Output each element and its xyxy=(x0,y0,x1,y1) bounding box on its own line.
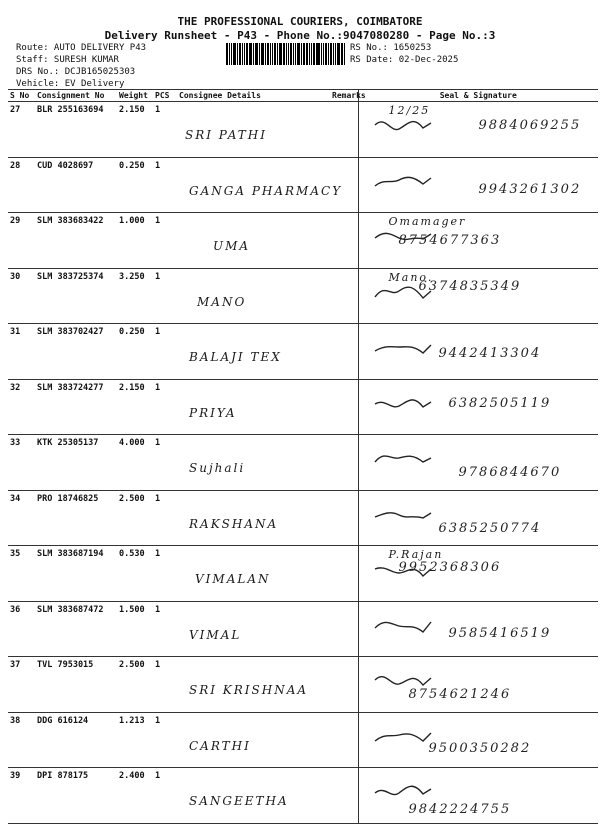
weight-value: 2.500 xyxy=(117,490,153,546)
table-row xyxy=(8,657,598,713)
consignment-number: DPI 878175 xyxy=(35,768,117,824)
row-sno: 37 xyxy=(8,657,35,713)
table-row xyxy=(8,213,598,269)
row-sno: 36 xyxy=(8,601,35,657)
remarks-cell xyxy=(330,657,358,713)
remarks-cell xyxy=(330,102,358,158)
seal-signature-cell xyxy=(358,268,598,324)
table-row xyxy=(8,712,598,768)
col-pcs: PCS xyxy=(153,90,177,102)
table-row xyxy=(8,768,598,824)
pieces-count: 1 xyxy=(153,324,177,380)
recipient-phone: 6374835349 xyxy=(418,278,522,294)
remarks-cell xyxy=(330,601,358,657)
consignment-number: SLM 383683422 xyxy=(35,213,117,269)
weight-value: 0.530 xyxy=(117,546,153,602)
row-sno: 35 xyxy=(8,546,35,602)
consignment-number: DDG 616124 xyxy=(35,712,117,768)
consignee-details xyxy=(177,268,330,324)
table-row xyxy=(8,601,598,657)
recipient-phone: 6382505119 xyxy=(448,395,552,411)
route-info xyxy=(16,42,146,90)
remarks-cell xyxy=(330,490,358,546)
recipient-phone: 9952368306 xyxy=(398,560,502,575)
consignee-name: BALAJI TEX xyxy=(189,350,282,364)
row-sno: 30 xyxy=(8,268,35,324)
seal-signature-cell xyxy=(358,657,598,713)
table-row xyxy=(8,490,598,546)
row-sno: 27 xyxy=(8,102,35,158)
pieces-count: 1 xyxy=(153,157,177,213)
pieces-count: 1 xyxy=(153,102,177,158)
pieces-count: 1 xyxy=(153,490,177,546)
remarks-cell xyxy=(330,712,358,768)
table-row xyxy=(8,546,598,602)
consignment-number: SLM 383687472 xyxy=(35,601,117,657)
signature-scribble xyxy=(373,443,433,473)
seal-signature-cell xyxy=(358,712,598,768)
seal-signature-cell xyxy=(358,435,598,491)
consignment-number: KTK 25305137 xyxy=(35,435,117,491)
consignee-name: PRIYA xyxy=(189,405,237,420)
seal-signature-cell xyxy=(358,157,598,213)
col-remarks: Remarks xyxy=(332,91,366,100)
weight-value: 4.000 xyxy=(117,435,153,491)
weight-value: 0.250 xyxy=(117,157,153,213)
signature-scribble xyxy=(373,332,433,362)
consignee-name: UMA xyxy=(213,239,251,253)
recipient-phone: 8754621246 xyxy=(408,687,512,702)
remarks-cell xyxy=(330,324,358,380)
col-consignment: Consignment No xyxy=(35,90,117,102)
weight-value: 2.500 xyxy=(117,657,153,713)
consignee-details xyxy=(177,768,330,824)
handwritten-mark: Mano. xyxy=(388,270,434,284)
seal-signature-cell xyxy=(358,601,598,657)
pieces-count: 1 xyxy=(153,268,177,324)
consignee-details xyxy=(177,546,330,602)
remarks-cell xyxy=(330,268,358,324)
seal-signature-cell xyxy=(358,768,598,824)
seal-signature-cell xyxy=(358,102,598,158)
runsheet-info xyxy=(350,42,458,66)
recipient-phone: 9884069255 xyxy=(478,118,582,133)
consignment-number: TVL 7953015 xyxy=(35,657,117,713)
runsheet-title: Delivery Runsheet - P43 - Phone No.:9047080280 - Page No.:3 xyxy=(104,29,496,42)
vehicle-line: Vehicle: EV Delivery xyxy=(16,79,125,89)
row-sno: 29 xyxy=(8,213,35,269)
consignment-number: SLM 383725374 xyxy=(35,268,117,324)
signature-scribble xyxy=(373,610,433,640)
rs-number: RS No.: 1650253 xyxy=(350,43,432,53)
recipient-phone: 9585416519 xyxy=(448,625,552,641)
recipient-phone: 8754677363 xyxy=(398,233,502,248)
seal-signature-cell xyxy=(358,490,598,546)
weight-value: 1.000 xyxy=(117,213,153,269)
consignee-name: Sujhali xyxy=(189,461,246,475)
remarks-cell xyxy=(330,379,358,435)
weight-value: 1.500 xyxy=(117,601,153,657)
table-header xyxy=(8,90,598,102)
consignee-details xyxy=(177,435,330,491)
consignment-number: PRO 18746825 xyxy=(35,490,117,546)
route-line: Route: AUTO DELIVERY P43 xyxy=(16,43,147,53)
remarks-cell xyxy=(330,435,358,491)
weight-value: 2.150 xyxy=(117,379,153,435)
rs-date: RS Date: 02-Dec-2025 xyxy=(350,55,459,65)
seal-signature-cell xyxy=(358,324,598,380)
col-seal: Seal & Signature xyxy=(358,90,598,102)
seal-signature-cell xyxy=(358,379,598,435)
pieces-count: 1 xyxy=(153,768,177,824)
signature-scribble xyxy=(373,721,433,751)
delivery-table xyxy=(8,89,598,824)
recipient-phone: 9842224755 xyxy=(408,802,512,817)
row-sno: 31 xyxy=(8,324,35,380)
remarks-cell xyxy=(330,213,358,269)
weight-value: 1.213 xyxy=(117,712,153,768)
table-row xyxy=(8,157,598,213)
weight-value: 3.250 xyxy=(117,268,153,324)
drs-line: DRS No.: DCJB165025303 xyxy=(16,67,136,77)
col-sno: S No xyxy=(8,90,35,102)
row-sno: 28 xyxy=(8,157,35,213)
consignee-details xyxy=(177,102,330,158)
company-name: THE PROFESSIONAL COURIERS, COIMBATORE xyxy=(177,15,423,28)
pieces-count: 1 xyxy=(153,213,177,269)
recipient-phone: 6385250774 xyxy=(438,520,542,536)
consignment-number: CUD 4028697 xyxy=(35,157,117,213)
consignee-details xyxy=(177,490,330,546)
table-row xyxy=(8,379,598,435)
consignee-name: SANGEETHA xyxy=(189,794,289,808)
consignee-name: SRI PATHI xyxy=(185,128,268,142)
handwritten-mark: P.Rajan xyxy=(388,548,444,561)
consignee-details xyxy=(177,324,330,380)
col-consignee: Consignee Details xyxy=(177,90,330,102)
table-row xyxy=(8,324,598,380)
table-row xyxy=(8,268,598,324)
signature-scribble xyxy=(373,166,433,196)
consignee-name: VIMALAN xyxy=(195,572,271,586)
consignment-number: BLR 255163694 xyxy=(35,102,117,158)
pieces-count: 1 xyxy=(153,601,177,657)
row-sno: 33 xyxy=(8,435,35,491)
weight-value: 2.150 xyxy=(117,102,153,158)
pieces-count: 1 xyxy=(153,379,177,435)
recipient-phone: 9500350282 xyxy=(428,740,532,756)
remarks-cell xyxy=(330,768,358,824)
pieces-count: 1 xyxy=(153,546,177,602)
consignee-name: VIMAL xyxy=(189,627,242,642)
pieces-count: 1 xyxy=(153,712,177,768)
recipient-phone: 9442413304 xyxy=(438,346,542,361)
consignee-name: RAKSHANA xyxy=(189,516,279,531)
pieces-count: 1 xyxy=(153,657,177,713)
weight-value: 0.250 xyxy=(117,324,153,380)
row-sno: 34 xyxy=(8,490,35,546)
row-sno: 38 xyxy=(8,712,35,768)
recipient-phone: 9786844670 xyxy=(458,465,562,480)
consignee-details xyxy=(177,712,330,768)
consignee-name: CARTHI xyxy=(189,738,251,753)
seal-signature-cell xyxy=(358,546,598,602)
col-weight: Weight xyxy=(117,90,153,102)
consignee-name: GANGA PHARMACY xyxy=(189,183,343,198)
weight-value: 2.400 xyxy=(117,768,153,824)
consignee-details xyxy=(177,379,330,435)
signature-scribble xyxy=(373,388,433,418)
pieces-count: 1 xyxy=(153,435,177,491)
recipient-phone: 9943261302 xyxy=(478,181,582,197)
handwritten-mark: Omamager xyxy=(388,215,467,228)
consignee-details xyxy=(177,157,343,213)
consignment-number: SLM 383687194 xyxy=(35,546,117,602)
handwritten-mark: 12/25 xyxy=(388,104,431,117)
remarks-cell xyxy=(330,546,358,602)
consignment-number: SLM 383702427 xyxy=(35,324,117,380)
consignee-details xyxy=(177,601,330,657)
table-row xyxy=(8,435,598,491)
seal-signature-cell xyxy=(358,213,598,269)
consignee-name: SRI KRISHNAA xyxy=(189,683,309,697)
table-row xyxy=(8,102,598,158)
barcode-image xyxy=(226,43,346,65)
consignee-name: MANO xyxy=(197,294,247,309)
consignee-details xyxy=(177,213,330,269)
staff-line: Staff: SURESH KUMAR xyxy=(16,55,119,65)
row-sno: 32 xyxy=(8,379,35,435)
signature-scribble xyxy=(373,499,433,529)
consignment-number: SLM 383724277 xyxy=(35,379,117,435)
consignee-details xyxy=(177,657,330,713)
row-sno: 39 xyxy=(8,768,35,824)
